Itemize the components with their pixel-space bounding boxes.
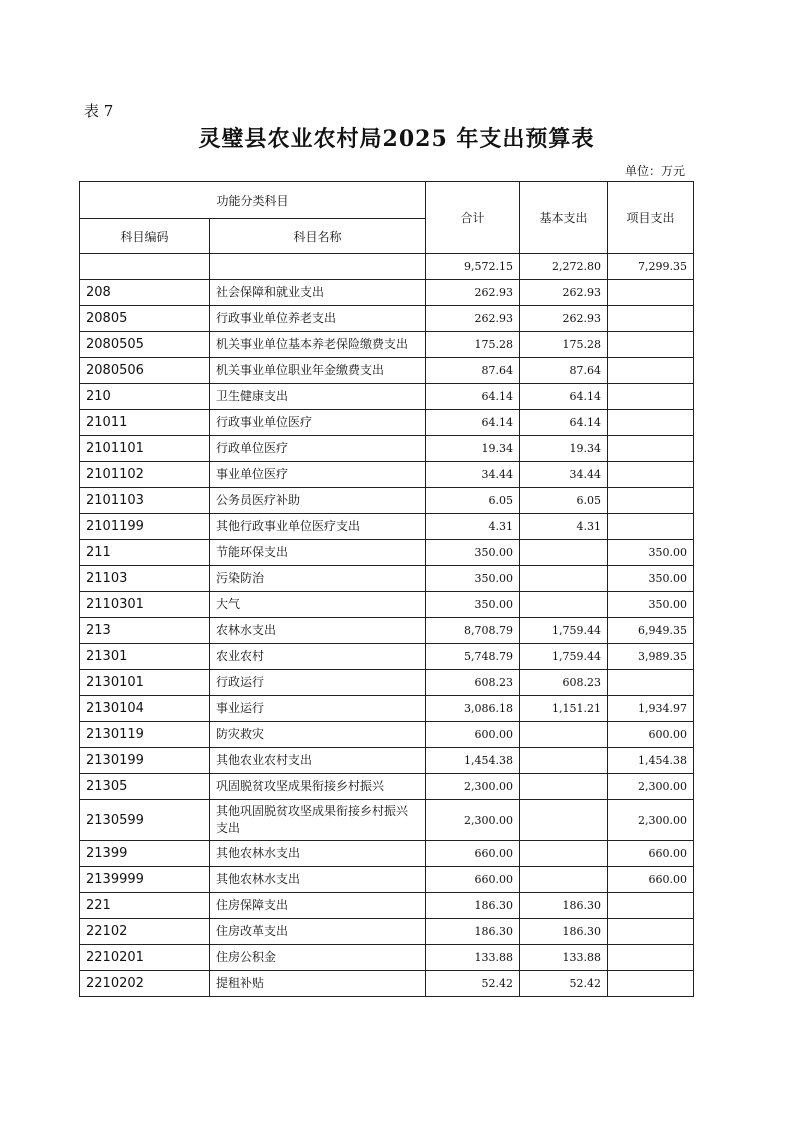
cell-code: 2101101 [80,436,210,462]
table-row [80,384,694,410]
cell-basic: 87.64 [520,358,608,384]
header-basic: 基本支出 [520,182,608,254]
cell-basic [520,540,608,566]
cell-basic: 6.05 [520,488,608,514]
cell-basic [520,867,608,893]
cell-project: 350.00 [608,566,694,592]
cell-basic [520,722,608,748]
cell-project [608,945,694,971]
cell-basic: 2,272.80 [520,254,608,280]
cell-code: 21301 [80,644,210,670]
cell-basic [520,774,608,800]
cell-total: 64.14 [426,384,520,410]
cell-project [608,670,694,696]
cell-total: 4.31 [426,514,520,540]
cell-basic: 186.30 [520,919,608,945]
cell-basic [520,566,608,592]
cell-project [608,332,694,358]
cell-name: 农业农村 [210,644,426,670]
cell-basic [520,841,608,867]
cell-code: 2139999 [80,867,210,893]
cell-total: 9,572.15 [426,254,520,280]
cell-project: 600.00 [608,722,694,748]
budget-table [79,181,694,997]
cell-code: 20805 [80,306,210,332]
cell-project: 350.00 [608,592,694,618]
cell-code: 2101199 [80,514,210,540]
cell-total: 1,454.38 [426,748,520,774]
cell-total: 350.00 [426,540,520,566]
cell-code [80,254,210,280]
cell-basic [520,800,608,841]
cell-code: 2080506 [80,358,210,384]
cell-project [608,919,694,945]
cell-total: 186.30 [426,919,520,945]
cell-name: 其他农业农村支出 [210,748,426,774]
table-row [80,971,694,997]
cell-name: 提租补贴 [210,971,426,997]
cell-code: 2110301 [80,592,210,618]
cell-total: 19.34 [426,436,520,462]
table-row [80,696,694,722]
table-row [80,867,694,893]
cell-project [608,280,694,306]
table-row [80,540,694,566]
cell-basic: 1,151.21 [520,696,608,722]
cell-basic: 133.88 [520,945,608,971]
cell-total: 2,300.00 [426,774,520,800]
cell-project [608,436,694,462]
table-row [80,254,694,280]
table-row [80,436,694,462]
cell-project [608,410,694,436]
cell-total: 87.64 [426,358,520,384]
cell-name [210,254,426,280]
table-row [80,800,694,841]
cell-total: 5,748.79 [426,644,520,670]
table-body [80,254,694,997]
cell-code: 211 [80,540,210,566]
table-row [80,410,694,436]
cell-name: 节能环保支出 [210,540,426,566]
cell-code: 2130104 [80,696,210,722]
table-row [80,280,694,306]
cell-project: 350.00 [608,540,694,566]
cell-total: 608.23 [426,670,520,696]
header-total: 合计 [426,182,520,254]
cell-code: 2130199 [80,748,210,774]
table-row [80,306,694,332]
cell-name: 其他行政事业单位医疗支出 [210,514,426,540]
cell-basic: 262.93 [520,306,608,332]
table-row [80,566,694,592]
table-row [80,488,694,514]
cell-basic: 64.14 [520,410,608,436]
header-name: 科目名称 [210,219,426,254]
cell-total: 660.00 [426,841,520,867]
cell-total: 186.30 [426,893,520,919]
cell-name: 社会保障和就业支出 [210,280,426,306]
cell-name: 住房改革支出 [210,919,426,945]
cell-total: 2,300.00 [426,800,520,841]
cell-project: 1,934.97 [608,696,694,722]
cell-basic: 34.44 [520,462,608,488]
cell-name: 行政事业单位医疗 [210,410,426,436]
cell-code: 213 [80,618,210,644]
cell-code: 21103 [80,566,210,592]
cell-basic: 186.30 [520,893,608,919]
cell-code: 210 [80,384,210,410]
table-row [80,748,694,774]
cell-name: 机关事业单位职业年金缴费支出 [210,358,426,384]
cell-code: 2130101 [80,670,210,696]
cell-name: 巩固脱贫攻坚成果衔接乡村振兴 [210,774,426,800]
cell-project: 2,300.00 [608,800,694,841]
cell-basic: 262.93 [520,280,608,306]
table-row [80,893,694,919]
cell-total: 262.93 [426,306,520,332]
cell-project: 660.00 [608,841,694,867]
cell-project [608,462,694,488]
cell-project: 6,949.35 [608,618,694,644]
cell-code: 21399 [80,841,210,867]
cell-project: 660.00 [608,867,694,893]
table-row [80,722,694,748]
cell-name: 其他巩固脱贫攻坚成果衔接乡村振兴支出 [210,800,426,841]
cell-total: 133.88 [426,945,520,971]
unit-label: 单位：万元 [624,164,685,178]
cell-basic [520,592,608,618]
cell-project [608,306,694,332]
table-row [80,919,694,945]
header-code: 科目编码 [80,219,210,254]
cell-name: 防灾救灾 [210,722,426,748]
header-project: 项目支出 [608,182,694,254]
cell-name: 农林水支出 [210,618,426,644]
cell-basic: 19.34 [520,436,608,462]
table-row [80,644,694,670]
cell-name: 大气 [210,592,426,618]
cell-name: 事业运行 [210,696,426,722]
cell-code: 2130599 [80,800,210,841]
cell-code: 2210201 [80,945,210,971]
cell-total: 600.00 [426,722,520,748]
table-row [80,358,694,384]
table-row [80,618,694,644]
cell-total: 350.00 [426,592,520,618]
document-title: 灵璧县农业农村局2025 年支出预算表 [198,126,595,152]
cell-name: 机关事业单位基本养老保险缴费支出 [210,332,426,358]
table-row [80,462,694,488]
cell-total: 64.14 [426,410,520,436]
cell-basic: 1,759.44 [520,618,608,644]
cell-code: 21011 [80,410,210,436]
cell-total: 660.00 [426,867,520,893]
cell-total: 8,708.79 [426,618,520,644]
cell-name: 污染防治 [210,566,426,592]
cell-project [608,488,694,514]
header-category: 功能分类科目 [80,182,426,219]
cell-name: 公务员医疗补助 [210,488,426,514]
cell-name: 其他农林水支出 [210,841,426,867]
cell-code: 208 [80,280,210,306]
table-row [80,592,694,618]
cell-code: 2101102 [80,462,210,488]
cell-basic: 4.31 [520,514,608,540]
cell-name: 其他农林水支出 [210,867,426,893]
cell-code: 2101103 [80,488,210,514]
cell-basic: 608.23 [520,670,608,696]
cell-name: 行政事业单位养老支出 [210,306,426,332]
cell-project [608,514,694,540]
cell-project: 1,454.38 [608,748,694,774]
cell-project: 2,300.00 [608,774,694,800]
cell-project [608,358,694,384]
cell-total: 52.42 [426,971,520,997]
table-number: 表 7 [84,102,114,120]
cell-name: 事业单位医疗 [210,462,426,488]
cell-project [608,971,694,997]
cell-basic: 52.42 [520,971,608,997]
cell-code: 22102 [80,919,210,945]
cell-total: 6.05 [426,488,520,514]
cell-name: 住房保障支出 [210,893,426,919]
cell-basic: 64.14 [520,384,608,410]
table-row [80,514,694,540]
cell-code: 2080505 [80,332,210,358]
table-row [80,841,694,867]
cell-project: 7,299.35 [608,254,694,280]
cell-name: 住房公积金 [210,945,426,971]
cell-project [608,384,694,410]
cell-total: 350.00 [426,566,520,592]
cell-total: 3,086.18 [426,696,520,722]
cell-basic [520,748,608,774]
table-row [80,945,694,971]
cell-name: 卫生健康支出 [210,384,426,410]
cell-total: 262.93 [426,280,520,306]
table-row [80,670,694,696]
table-row [80,774,694,800]
cell-code: 221 [80,893,210,919]
cell-total: 175.28 [426,332,520,358]
cell-code: 21305 [80,774,210,800]
table-row [80,332,694,358]
cell-project: 3,989.35 [608,644,694,670]
cell-total: 34.44 [426,462,520,488]
cell-basic: 1,759.44 [520,644,608,670]
cell-code: 2210202 [80,971,210,997]
cell-code: 2130119 [80,722,210,748]
cell-project [608,893,694,919]
cell-name: 行政单位医疗 [210,436,426,462]
cell-basic: 175.28 [520,332,608,358]
cell-name: 行政运行 [210,670,426,696]
